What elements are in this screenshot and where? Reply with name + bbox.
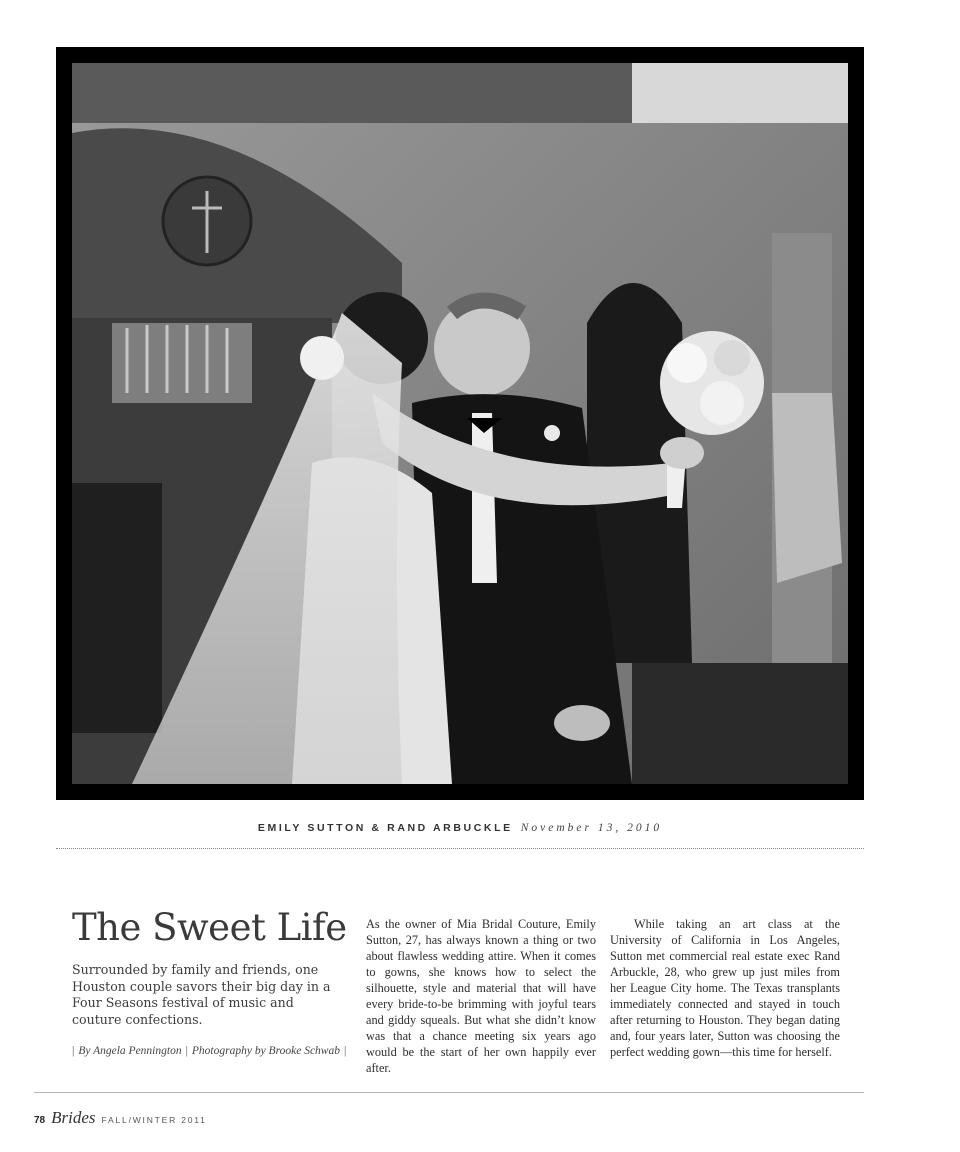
byline-photographer: Photography by Brooke Schwab — [191, 1045, 340, 1057]
wedding-photo-illustration — [72, 63, 848, 784]
wedding-photo — [72, 63, 848, 784]
magazine-logo: Brides — [51, 1108, 96, 1127]
caption-divider — [56, 848, 864, 849]
footer-divider — [34, 1092, 864, 1093]
page-number: 78 — [34, 1115, 46, 1126]
article-headline: The Sweet Life — [72, 906, 347, 949]
caption-date: November 13, 2010 — [520, 822, 663, 834]
issue-label: FALL/WINTER 2011 — [101, 1115, 207, 1125]
page-footer — [34, 1108, 207, 1128]
article-column-1: As the owner of Mia Bridal Couture, Emily Sutton, 27, has always known a thing or two about flawless wedding attire. When it comes to gowns, she knows how to select the silhouette, style and material that will have every bride-to-be brimming with joyful tears and giddy squeals. But what she didn’t know was that a chance meeting six years ago would be the start of her own happily ever after. — [366, 917, 596, 1075]
byline-separator: | — [185, 1045, 188, 1057]
photo-frame — [56, 47, 864, 800]
byline-separator: | — [343, 1045, 347, 1057]
byline-separator: | — [72, 1045, 75, 1057]
article-column-2: While taking an art class at the University of California in Los Angeles, Sutton met commercial real estate exec Rand Arbuckle, 28, who grew up just miles from her League City home. The Texas transplants immediately connected and stayed in touch after returning to Houston. They began dating and, four years later, Sutton was choosing the perfect wedding gown—this time for herself. — [610, 917, 840, 1059]
article-dek: Surrounded by family and friends, one Houston couple savors their big day in a Four Seasons festival of music and couture confections. — [72, 962, 331, 1027]
byline — [72, 1045, 362, 1057]
byline-author: By Angela Pennington — [78, 1045, 182, 1057]
photo-caption — [56, 820, 864, 837]
caption-couple-names: EMILY SUTTON & RAND ARBUCKLE — [257, 822, 513, 834]
